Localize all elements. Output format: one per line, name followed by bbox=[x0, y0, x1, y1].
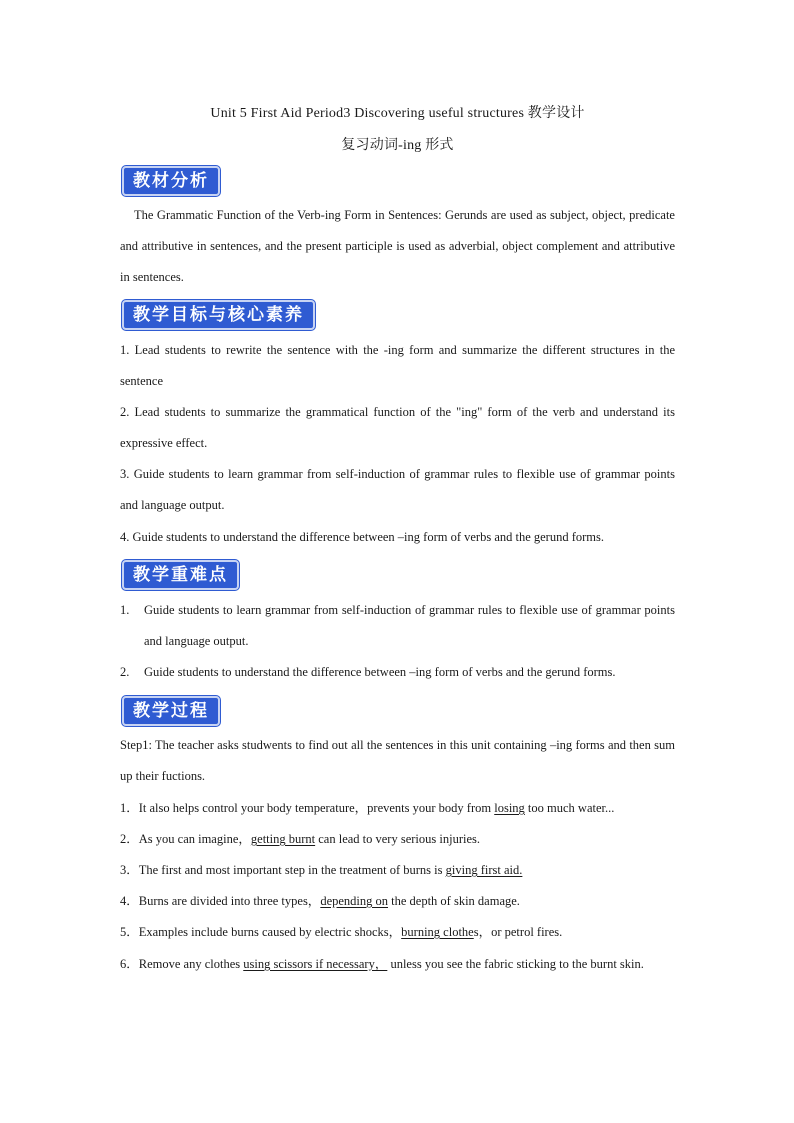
section-heading-keypoints: 教学重难点 bbox=[122, 560, 239, 590]
objective-item-3: 3. Guide students to learn grammar from self-induction of grammar rules to flexible use of grammar points and language output. bbox=[120, 467, 675, 512]
sentence-text: unless you see the fabric sticking to the burnt skin. bbox=[387, 957, 644, 971]
sentence-text: 6．Remove any clothes bbox=[120, 957, 244, 971]
example-sentence-3 bbox=[120, 855, 675, 886]
sentence-text: 1．It also helps control your body temperature，prevents your body from bbox=[120, 801, 495, 815]
example-sentence-5 bbox=[120, 917, 675, 948]
underlined-ing-form: giving first aid. bbox=[445, 863, 523, 877]
section-heading-analysis: 教材分析 bbox=[122, 166, 220, 196]
example-sentence-1 bbox=[120, 793, 675, 824]
keypoint-number: 2. bbox=[120, 665, 130, 679]
underlined-ing-form: using scissors if necessary， bbox=[243, 957, 388, 971]
keypoint-item-2 bbox=[120, 657, 675, 688]
sentence-text: 2．As you can imagine， bbox=[120, 832, 251, 846]
objective-item-1: 1. Lead students to rewrite the sentence with the -ing form and summarize the different structures in the sentence bbox=[120, 343, 675, 388]
sentence-text: can lead to very serious injuries. bbox=[315, 832, 481, 846]
keypoint-number: 1. bbox=[120, 603, 130, 617]
section-heading-objectives: 教学目标与核心素养 bbox=[122, 300, 315, 330]
example-sentence-2 bbox=[120, 824, 675, 855]
sentence-text: 3．The first and most important step in the treatment of burns is bbox=[120, 863, 446, 877]
underlined-ing-form: losing bbox=[494, 801, 525, 815]
underlined-ing-form: depending on bbox=[320, 894, 389, 908]
objective-item-4: 4. Guide students to understand the difference between –ing form of verbs and the gerund forms. bbox=[120, 530, 605, 544]
step1-paragraph: Step1: The teacher asks studwents to find out all the sentences in this unit containing –ing forms and then sum up their fuctions. bbox=[120, 738, 675, 783]
example-sentence-4 bbox=[120, 886, 675, 917]
sentence-text: the depth of skin damage. bbox=[388, 894, 520, 908]
analysis-paragraph: The Grammatic Function of the Verb-ing Form in Sentences: Gerunds are used as subject, object, predicate and attributive in sentences, and the present participle is used as adverbial, object complement and attributive in sentences. bbox=[120, 208, 675, 284]
document-subtitle: 复习动词-ing 形式 bbox=[341, 138, 454, 153]
sentence-text: 5．Examples include burns caused by electric shocks， bbox=[120, 925, 402, 939]
section-heading-process: 教学过程 bbox=[122, 696, 220, 726]
example-sentence-6 bbox=[120, 949, 675, 980]
keypoint-text: Guide students to understand the difference between –ing form of verbs and the gerund forms. bbox=[144, 665, 616, 679]
underlined-ing-form: getting burnt bbox=[250, 832, 316, 846]
sentence-text: too much water... bbox=[524, 801, 615, 815]
keypoint-item-1 bbox=[120, 595, 675, 657]
document-title: Unit 5 First Aid Period3 Discovering useful structures 教学设计 bbox=[210, 106, 585, 121]
objective-item-2: 2. Lead students to summarize the grammatical function of the "ing" form of the verb and understand its expressive effect. bbox=[120, 405, 675, 450]
sentence-text: s，or petrol fires. bbox=[473, 925, 563, 939]
underlined-ing-form: burning clothe bbox=[401, 925, 474, 939]
sentence-text: 4．Burns are divided into three types， bbox=[120, 894, 321, 908]
keypoint-text: Guide students to learn grammar from self-induction of grammar rules to flexible use of grammar points and language output. bbox=[144, 603, 675, 648]
